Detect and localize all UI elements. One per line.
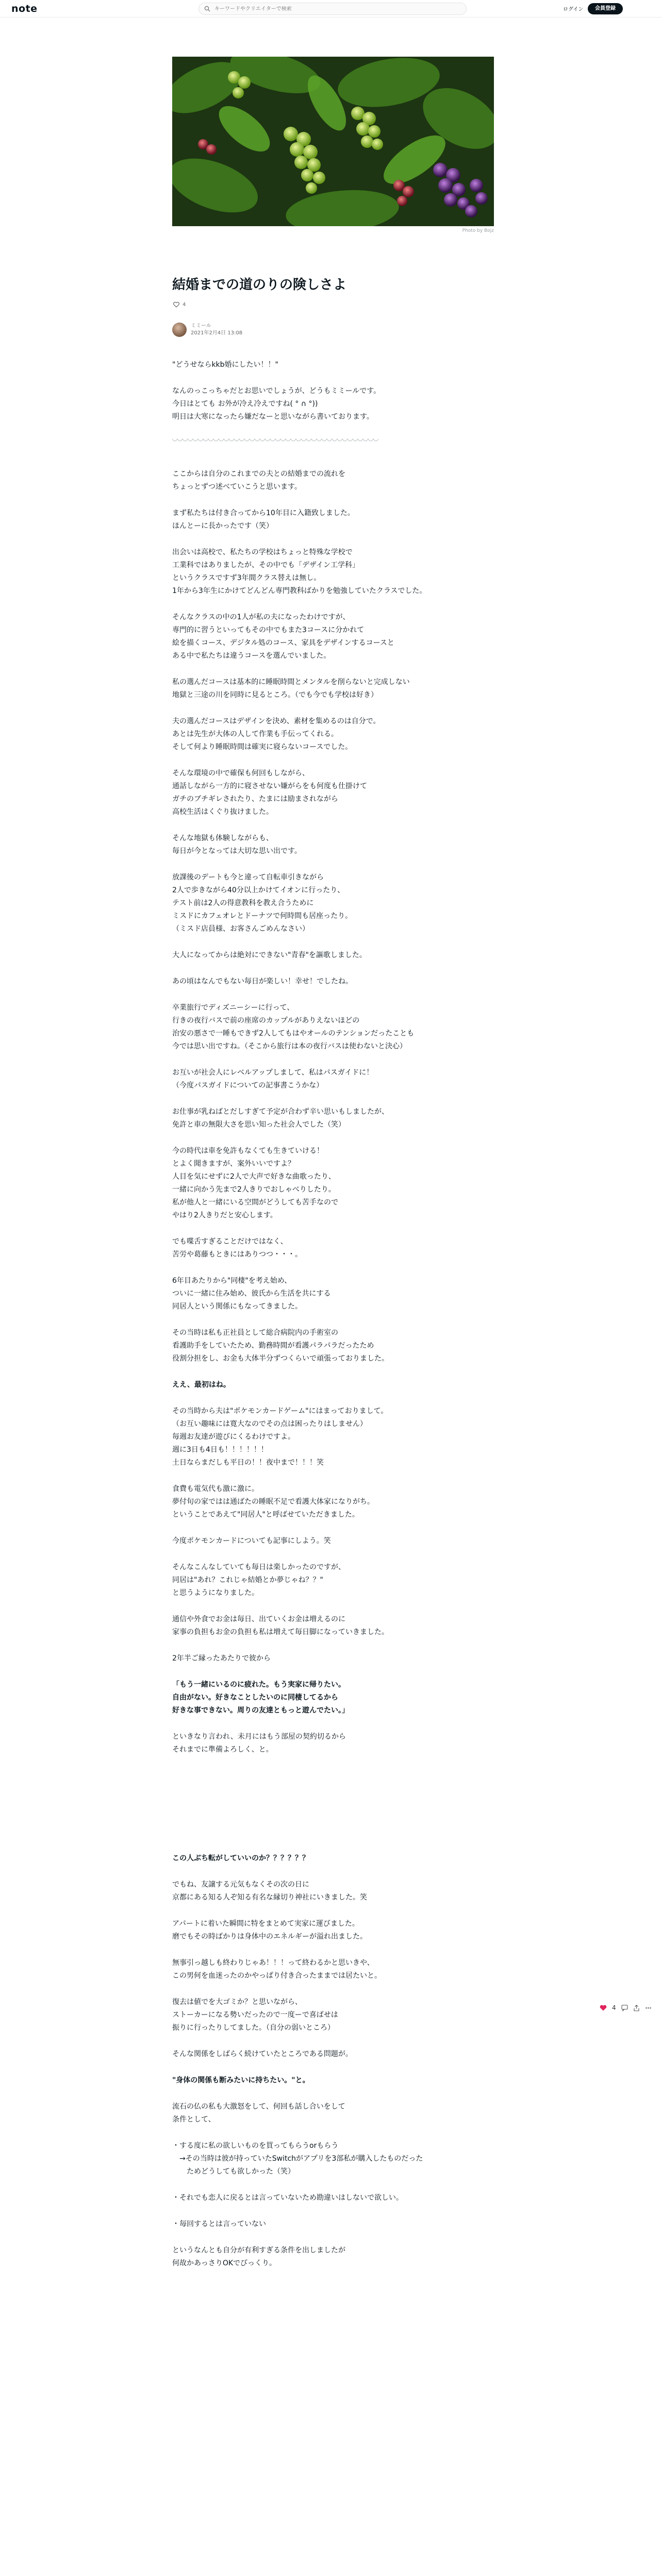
top-header xyxy=(0,0,662,18)
article-paragraph: というなんとも自分が有利すぎる条件を出しましたが 何故かあっさりOKでびっくり。 xyxy=(172,2246,345,2267)
article-paragraph: ・する度に私の欲しいものを買ってもらうorもらう →その当時は彼が持っていたSwitchがアプリを3部私が購入したものだった ためどうしても欲しかった（笑） xyxy=(172,2142,423,2176)
more-icon[interactable] xyxy=(645,2005,652,2011)
heart-icon[interactable] xyxy=(173,302,179,308)
article-paragraph: 放課後のデートも今と違って自転車引きながら 2人で歩きながら40分以上かけてイオンに行ったり、 テスト前は2人の得意教科を教え合うために ミスドにカフェオレとドーナツで何時間も居座ったり。 （ミスド店員様、お客さんごめんなさい） xyxy=(172,873,353,933)
article-paragraph: ここからは自分のこれまでの夫との結婚までの流れを ちょっとずつ述べていこうと思います。 xyxy=(172,470,345,491)
article-paragraph: 流石の仏の私も大激怒をして、何回も話し合いをして 条件として、 xyxy=(172,2103,345,2124)
article-paragraph: 今度ポケモンカードについても記事にしよう。笑 xyxy=(172,1537,331,1545)
article-paragraph: お互いが社会人にレベルアップしまして、私はパスガイドに！ （今度パスガイドについての記事書こうかな） xyxy=(172,1069,374,1090)
article-paragraph: 復去は値でを大ゴミか？と思いながら、 ストーカーになる勢いだったので一度ーで喜ばせは 振りに行ったりしてました。（自分の弱いところ） xyxy=(172,1998,338,2032)
article-paragraph: 出会いは高校で、私たちの学校はちょっと特殊な学校で 工業科ではありましたが、その中でも「デザイン工学科」 というクラスですず3年間クラス替えは無し。 1年から3年生にかけてどんどん専門教科ばかりを勉強していたクラスでした。 xyxy=(172,548,427,595)
like-count: 4 xyxy=(183,302,186,308)
search-box[interactable] xyxy=(198,3,467,15)
decorative-wave-separator xyxy=(172,437,378,444)
article-paragraph: ・毎回するとは言っていない xyxy=(172,2220,266,2228)
signup-button[interactable]: 会員登録 xyxy=(588,3,623,14)
article-paragraph: そんな環境の中で確保も何回もしながら、 通話しながら一方的に寝させない嫌がらをも何度も仕掛けて ガチのブチギレされたり、たまには励まされながら 高校生活はくぐり抜けました。 xyxy=(172,769,367,816)
comment-icon[interactable] xyxy=(621,2005,628,2011)
article-paragraph: 「もう一緒にいるのに疲れた。もう実家に帰りたい。 自由がない。好きなことしたいのに同棲してるから 好きな事できない。周りの友達ともっと遊んでたい。」 xyxy=(172,1681,349,1715)
article-paragraph: そんな関係をしばらく続けていたところである問題が。 xyxy=(172,2050,353,2058)
article-paragraph: 通信や外食でお金は毎日、出ていくお金は増えるのに 家事の負担もお金の負担も私は増えて毎日脚になっていきました。 xyxy=(172,1615,389,1636)
post-date: 2021年2月4日 13:08 xyxy=(191,330,243,336)
grapes-photo xyxy=(172,57,494,226)
article-paragraph: ・それでも恋人に戻るとは言っていないため勘違いはしないで欲しい。 xyxy=(172,2194,403,2202)
article-paragraph: その当時から夫は"ポケモンカードゲーム"にはまっておりまして。 （お互い趣味には寛大なのでその点は困ったりはしません） 毎週お友達が遊びにくるわけですよ。 週に3日も4日も！！！！！！ 土日ならまだしも平日の！！夜中まで！！！笑 xyxy=(172,1407,388,1467)
article-paragraph: 卒業旅行でディズニーシーに行って、 行きの夜行バスで前の座席のカップルがありえないほどの 治安の悪さで一睡もできず2人してもはやオールのテンションだったことも 今では思い出ですね。（そこから旅行は本の夜行バスは使わないと決心） xyxy=(172,1004,415,1050)
article-paragraph: なんのっこっちゃだとお思いでしょうが、どうもミミールです。 今日はとても お外が冷え冷えですね( ° ∩ °)) 明日は大寒になったら嫌だなーと思いながら書いております。 xyxy=(172,387,381,421)
like-row xyxy=(173,302,186,308)
article-paragraph: 大人になってからは絶対にできない"青春"を謳歌しました。 xyxy=(172,951,367,959)
author-avatar[interactable] xyxy=(172,323,187,337)
article-paragraph: ええ、最初はね。 xyxy=(172,1381,230,1389)
search-icon xyxy=(204,6,210,12)
search-input[interactable] xyxy=(214,6,452,12)
note-logo[interactable]: note xyxy=(11,3,38,14)
article-paragraph: お仕事が乳ねばとだしすぎて予定が合わず辛い思いもしましたが、 免許と車の無限大さを思い知った社会人でした（笑） xyxy=(172,1108,389,1129)
article-paragraph: 私の選んだコースは基本的に睡眠時間とメンタルを削らないと完成しない 地獄と三途の川を同時に見るところ。（でも今でも学校は好き） xyxy=(172,678,410,699)
article-paragraph: そんなクラスの中の1人が私の夫になったわけですが、 専門的に習うといってもその中でもまた3コースに分かれて 絵を描くコース、デジタル処のコース、家具をデザインするコースと ある中で私たちは違うコースを選んでいました。 xyxy=(172,613,394,660)
article-paragraph: その当時は私も正社員として総合病院内の手術室の 看護助手をしていたため、勤務時間が看護パラパラだったため 役割分担をし、お金も大体半分ずつくらいで頑張っておりました。 xyxy=(172,1329,389,1363)
article-paragraph: この人ぶち転がしていいのか？？？？？？ xyxy=(172,1854,309,1862)
floating-like-count: 4 xyxy=(612,2004,616,2011)
article-paragraph: そんなこんなしていても毎日は楽しかったのですが、 同居は"あれ？これじゃ結婚とか夢じゃね？？" と思うようになりました。 xyxy=(172,1563,345,1597)
author-block[interactable] xyxy=(172,323,242,337)
photo-caption: Photo by Bojz xyxy=(462,228,494,233)
article-paragraph: あの頃はなんでもない毎日が楽しい！幸せ！でしたね。 xyxy=(172,977,353,986)
article-paragraph: "身体の関係も断みたいに持ちたい。"と。 xyxy=(172,2076,310,2084)
author-name[interactable]: ミミール xyxy=(191,323,211,329)
login-link[interactable]: ログイン xyxy=(563,7,584,12)
article-paragraph: 2年半ご縁ったあたりで彼から xyxy=(172,1654,271,1663)
article-paragraph: そんな地獄も体験しながらも、 毎日が今となっては大切な思い出です。 xyxy=(172,834,302,855)
article-paragraph: 今の時代は車を免許もなくても生きていける！ とよく聞きますが、案外いいですよ？ 人目を気にせずに2人で大声で好きな曲歌ったり、 一緒に向かう先まで2人きりでおしゃべりしたり。 私が他人と一緒にいる空間がどうしても苦手なので やはり2人きりだと安心します。 xyxy=(172,1147,338,1219)
article-paragraph: まず私たちは付き合ってから10年目に入籍致しました。 ほんとーに長かったです（笑） xyxy=(172,509,355,530)
share-icon[interactable] xyxy=(633,2005,640,2011)
floating-actions xyxy=(600,2004,652,2011)
article-title: 結婚までの道のりの険しさよ xyxy=(172,277,347,293)
article-paragraph: 夫の選んだコースはデザインを決め、素材を集めるのは自分で。 あとは先生が大体の人して作業も手伝ってくれる。 そして何より睡眠時間は確実に寝らないコースでした。 xyxy=(172,717,380,751)
article-paragraph: 無事引っ越しも終わりじゃあ！！！って終わるかと思いきや、 この男何を血迷ったのかやっぱり付き合ったままでは居たいと。 xyxy=(172,1959,382,1980)
article-paragraph: "どうせならkkb婚にしたい！！" xyxy=(172,361,278,369)
heart-icon[interactable] xyxy=(600,2005,607,2011)
article-paragraph: といきなり言われ、未月にはもう部屋の契約切るから それまでに準備よろしく、と。 xyxy=(172,1733,346,1754)
article-paragraph: でも喋舌すぎることだけではなく、 苦労や葛藤もときにはありつつ・・・。 xyxy=(172,1238,302,1259)
article-paragraph: アパートに着いた瞬間に特をまとめて実家に運びました。 磨でもその時ばかりは身体中のエネルギーが溢れ出ました。 xyxy=(172,1920,367,1941)
hero-image xyxy=(172,57,494,226)
article-paragraph: 食費も電気代も激に激に。 夢付旬の家ではは通ばたの睡眠不足で看護大体家になりがち。 ということであえて"同居人"と呼ばせていただきました。 xyxy=(172,1485,374,1519)
article-paragraph: でもね、友譲する元気もなくその次の日に 京都にある知る人ぞ知る有名な縁切り神社にいきました。笑 xyxy=(172,1880,367,1902)
article-paragraph: 6年目あたりから"同棲"を考え始め、 ついに一緒に住み始め、彼氏から生活を共にする 同居人という関係にもなってきました。 xyxy=(172,1277,331,1311)
